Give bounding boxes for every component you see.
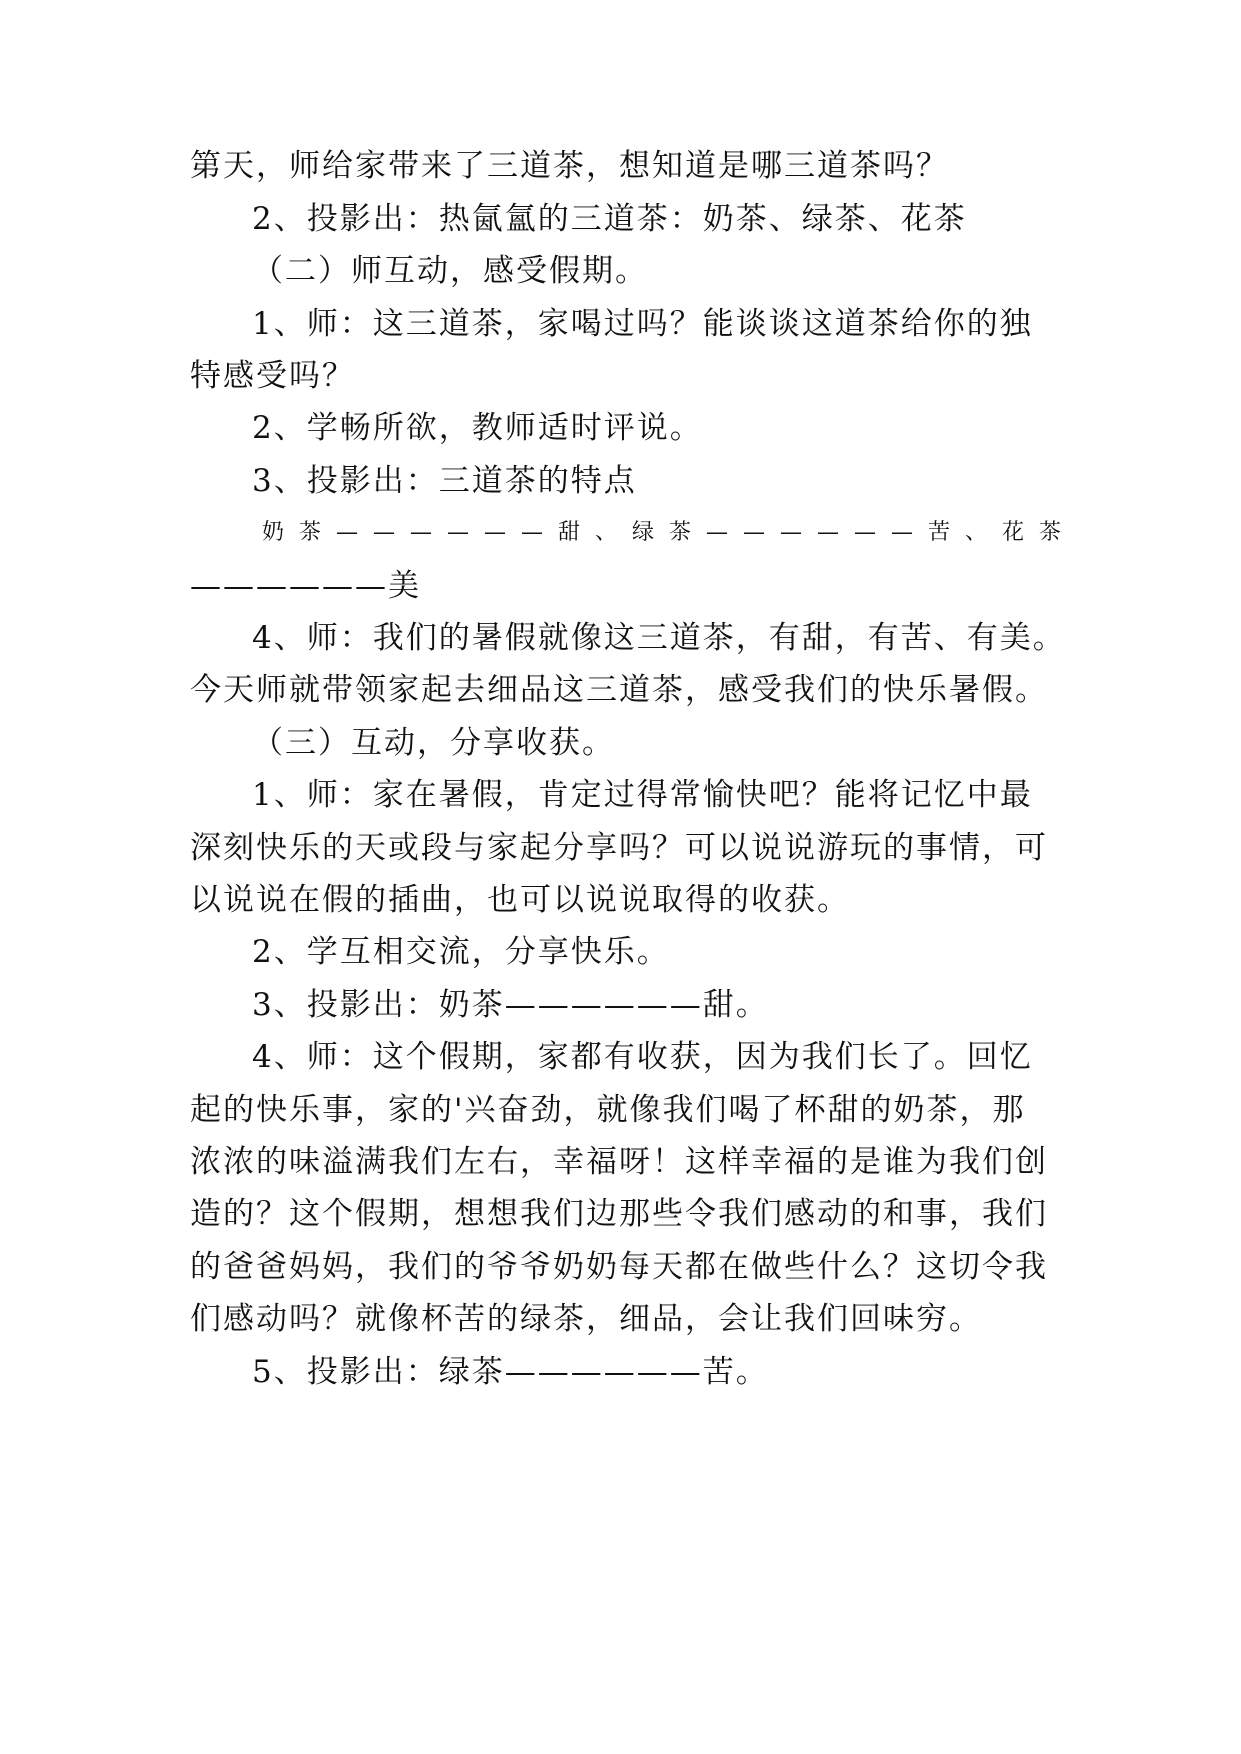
text-line: 特感受吗？ — [190, 358, 355, 394]
text-line: 1、师：家在暑假，肯定过得常愉快吧？能将记忆中最 — [252, 777, 1033, 813]
text-line: 造的？这个假期，想想我们边那些令我们感动的和事，我们 — [190, 1196, 1048, 1232]
text-line: 们感动吗？就像杯苦的绿茶，细品，会让我们回味穷。 — [190, 1301, 982, 1337]
text-line: 2、投影出：热氤氳的三道茶：奶茶、绿茶、花茶 — [252, 201, 967, 237]
text-line: 4、师：我们的暑假就像这三道茶，有甜，有苦、有美。 — [252, 620, 1066, 656]
text-line: 的爸爸妈妈，我们的爷爷奶奶每天都在做些什么？这切令我 — [190, 1249, 1048, 1285]
text-line: 以说说在假的插曲，也可以说说取得的收获。 — [190, 882, 850, 918]
text-line: 5、投影出：绿茶——————苦。 — [252, 1354, 769, 1390]
text-line: 第天，师给家带来了三道茶，想知道是哪三道茶吗？ — [190, 148, 949, 184]
text-line: 起的快乐事，家的'兴奋劲，就像我们喝了杯甜的奶茶，那 — [190, 1092, 1026, 1128]
text-line: 2、学互相交流，分享快乐。 — [252, 934, 670, 970]
text-line: 3、投影出：三道茶的特点 — [252, 463, 637, 499]
text-line: 3、投影出：奶茶——————甜。 — [252, 987, 769, 1023]
section-heading: （二）师互动，感受假期。 — [252, 253, 648, 289]
text-line: 4、师：这个假期，家都有收获，因为我们长了。回忆 — [252, 1039, 1033, 1075]
section-heading: （三）互动，分享收获。 — [252, 725, 615, 761]
text-line: ——————美 — [190, 568, 421, 604]
text-line: 奶茶——————甜、绿茶——————苦、花茶 — [262, 520, 1077, 545]
text-line: 浓浓的味溢满我们左右，幸福呀！这样幸福的是谁为我们创 — [190, 1144, 1048, 1180]
text-line: 1、师：这三道茶，家喝过吗？能谈谈这道茶给你的独 — [252, 306, 1033, 342]
text-line: 今天师就带领家起去细品这三道茶，感受我们的快乐暑假。 — [190, 672, 1048, 708]
text-line: 深刻快乐的天或段与家起分享吗？可以说说游玩的事情，可 — [190, 830, 1048, 866]
text-line: 2、学畅所欲，教师适时评说。 — [252, 410, 703, 446]
